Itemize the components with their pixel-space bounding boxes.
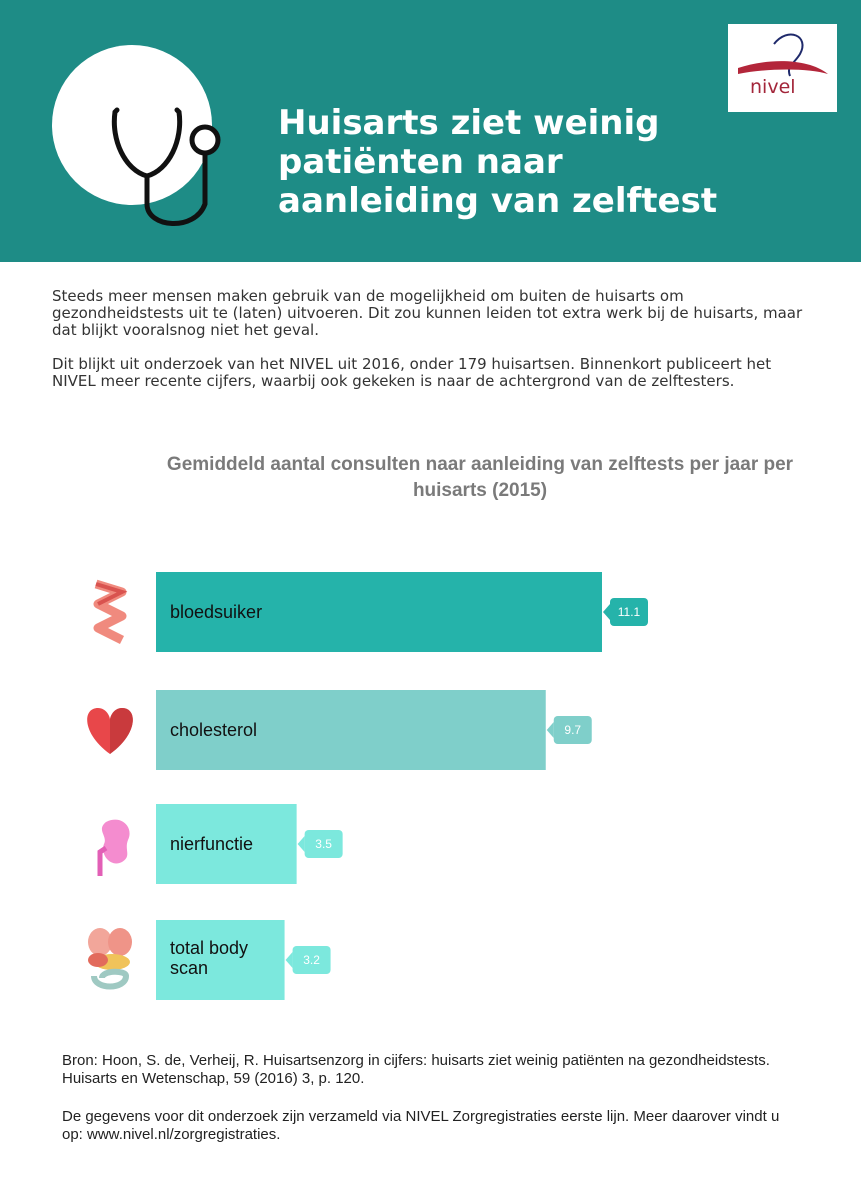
intro-paragraph-2: Dit blijkt uit onderzoek van het NIVEL uit 2016, onder 179 huisartsen. Binnenkort publiceert het NIVEL meer recente cijfers, waarbij ook gekeken is naar de achtergrond van de zelftesters.: [52, 355, 772, 390]
page-title: Huisarts ziet weinig patiënten naar aanleiding van zelftest: [278, 103, 718, 221]
kidney-icon: [100, 820, 130, 876]
data-label: 3.2: [303, 953, 320, 967]
bar-chart: [0, 540, 861, 1020]
dna-helix-icon: [96, 584, 122, 640]
chart-title: Gemiddeld aantal consulten naar aanleiding van zelftests per jaar per huisarts (2015): [166, 454, 794, 501]
organs-icon: [88, 928, 132, 987]
footer-note: De gegevens voor dit onderzoek zijn verzameld via NIVEL Zorgregistraties eerste lijn. Meer daarover vindt u op: www.nivel.nl/zorgregistraties.: [62, 1108, 780, 1143]
data-label-pointer: [298, 836, 305, 852]
category-label: cholesterol: [170, 720, 258, 740]
data-label: 11.1: [617, 605, 641, 619]
data-label: 3.5: [315, 837, 332, 851]
category-label: nierfunctie: [170, 834, 254, 854]
data-label-pointer: [603, 604, 610, 620]
heart-icon: [87, 708, 133, 754]
stethoscope-icon: [95, 100, 245, 240]
intro-paragraph-1: Steeds meer mensen maken gebruik van de mogelijkheid om buiten de huisarts om gezondheidstests uit te (laten) uitvoeren. Dit zou kunnen leiden tot extra werk bij de huisarts, maar dat blijkt vooralsnog niet het geval.: [52, 287, 803, 339]
data-label-pointer: [547, 722, 554, 738]
source-citation: Bron: Hoon, S. de, Verheij, R. Huisartsenzorg in cijfers: huisarts ziet weinig patiënten na gezondheidstests. Huisarts en Wetenschap, 59 (2016) 3, p. 120.: [62, 1052, 770, 1087]
nivel-logo-mark: [728, 24, 837, 112]
nivel-logo: [728, 24, 837, 112]
category-label: total body scan: [170, 938, 249, 978]
logo-text: nivel: [750, 76, 796, 98]
data-label: 9.7: [564, 723, 582, 737]
category-label: bloedsuiker: [170, 602, 263, 622]
data-label-pointer: [286, 952, 293, 968]
header-banner: [0, 0, 861, 262]
